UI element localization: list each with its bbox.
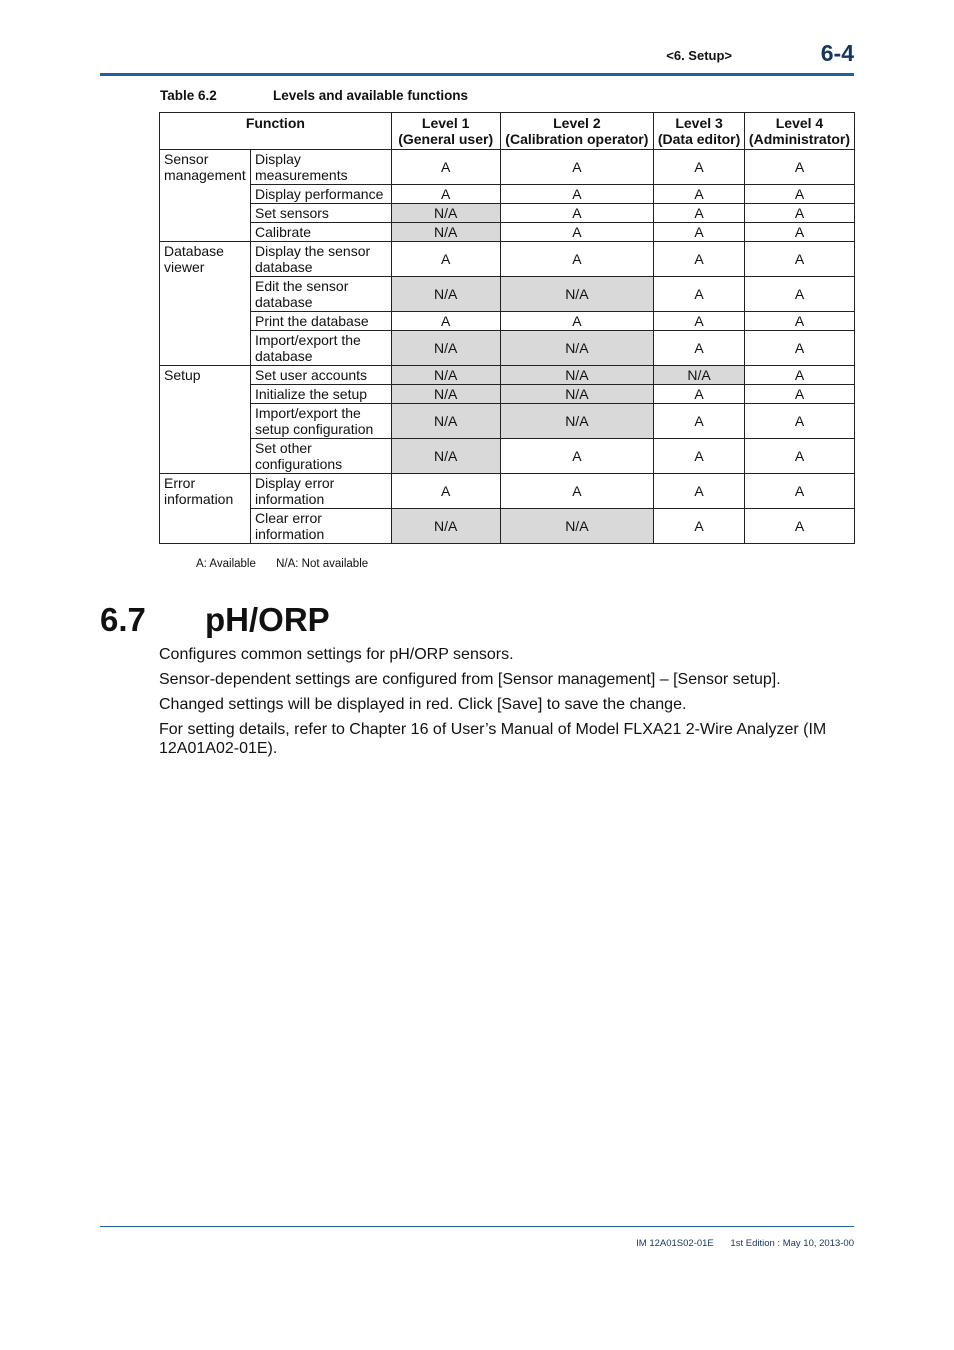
functions-table [159, 112, 855, 544]
function-name-cell: Display measurements [250, 150, 391, 185]
footer-edition: 1st Edition : May 10, 2013-00 [730, 1238, 854, 1249]
paragraph: Configures common settings for pH/ORP sensors. [159, 646, 514, 663]
table-row [160, 150, 855, 185]
legend-available: A: Available [196, 558, 256, 570]
column-header-level-2: Level 2 (Calibration operator) [500, 113, 654, 150]
table-row [160, 312, 855, 331]
level-4-cell: A [744, 385, 854, 404]
group-name-cell: Sensor management [160, 150, 251, 242]
section-body [159, 645, 849, 764]
level-1-cell: N/A [391, 404, 500, 439]
level-1-cell: N/A [391, 509, 500, 544]
section-number: 6.7 [100, 601, 146, 638]
level-4-cell: A [744, 185, 854, 204]
level-3-cell: A [654, 242, 745, 277]
function-name-cell: Set sensors [250, 204, 391, 223]
level-3-cell: A [654, 509, 745, 544]
level-3-cell: A [654, 439, 745, 474]
table-row [160, 331, 855, 366]
level-4-cell: A [744, 204, 854, 223]
table-caption-label: Table 6.2 [160, 88, 217, 103]
level-3-cell: A [654, 385, 745, 404]
level-2-cell: A [500, 185, 654, 204]
function-name-cell: Edit the sensor database [250, 277, 391, 312]
level-4-cell: A [744, 312, 854, 331]
table-row [160, 366, 855, 385]
function-name-cell: Clear error information [250, 509, 391, 544]
level-3-cell: A [654, 204, 745, 223]
table-caption [160, 88, 469, 103]
level-2-cell: A [500, 242, 654, 277]
function-name-cell: Display the sensor database [250, 242, 391, 277]
level-3-cell: A [654, 404, 745, 439]
level-3-cell: A [654, 312, 745, 331]
legend-not-available: N/A: Not available [276, 558, 369, 570]
function-name-cell: Initialize the setup [250, 385, 391, 404]
table-row [160, 509, 855, 544]
column-header-level-1: Level 1 (General user) [391, 113, 500, 150]
level-1-cell: N/A [391, 385, 500, 404]
level-4-cell: A [744, 242, 854, 277]
section-title: pH/ORP [205, 601, 330, 638]
level-1-cell: N/A [391, 204, 500, 223]
level-1-cell: A [391, 150, 500, 185]
level-4-cell: A [744, 474, 854, 509]
level-1-cell: A [391, 185, 500, 204]
function-name-cell: Display error information [250, 474, 391, 509]
level-1-cell: A [391, 474, 500, 509]
table-caption-title: Levels and available functions [273, 88, 469, 103]
level-1-cell: A [391, 242, 500, 277]
level-4-cell: A [744, 404, 854, 439]
level-1-cell: N/A [391, 277, 500, 312]
table-legend [196, 558, 368, 570]
level-2-cell: A [500, 439, 654, 474]
level-2-cell: A [500, 312, 654, 331]
level-3-cell: A [654, 331, 745, 366]
table-row [160, 185, 855, 204]
level-4-cell: A [744, 439, 854, 474]
level-4-cell: A [744, 277, 854, 312]
level-2-cell: N/A [500, 277, 654, 312]
level-1-cell: N/A [391, 331, 500, 366]
level-1-cell: N/A [391, 223, 500, 242]
footer-doc-id: IM 12A01S02-01E [636, 1238, 714, 1249]
column-header-function: Function [160, 113, 392, 150]
table-row [160, 385, 855, 404]
function-name-cell: Display performance [250, 185, 391, 204]
level-2-cell: N/A [500, 331, 654, 366]
table-row [160, 277, 855, 312]
function-name-cell: Print the database [250, 312, 391, 331]
function-name-cell: Set other configurations [250, 439, 391, 474]
level-2-cell: A [500, 204, 654, 223]
table-row [160, 474, 855, 509]
level-2-cell: A [500, 223, 654, 242]
table-row [160, 223, 855, 242]
table-row [160, 404, 855, 439]
column-header-level-3: Level 3 (Data editor) [654, 113, 745, 150]
level-2-cell: A [500, 150, 654, 185]
paragraph: Changed settings will be displayed in red. Click [Save] to save the change. [159, 696, 687, 713]
level-1-cell: N/A [391, 439, 500, 474]
column-header-level-4: Level 4 (Administrator) [744, 113, 854, 150]
level-1-cell: N/A [391, 366, 500, 385]
function-name-cell: Import/export the setup configuration [250, 404, 391, 439]
group-name-cell: Database viewer [160, 242, 251, 366]
paragraph: For setting details, refer to Chapter 16 of User’s Manual of Model FLXA21 2-Wire Analyzer (IM 12A01A02-01E). [159, 721, 827, 757]
table-row [160, 204, 855, 223]
level-2-cell: N/A [500, 385, 654, 404]
level-3-cell: A [654, 277, 745, 312]
level-2-cell: A [500, 474, 654, 509]
table-row [160, 439, 855, 474]
header-rule [100, 73, 854, 76]
level-2-cell: N/A [500, 509, 654, 544]
level-2-cell: N/A [500, 404, 654, 439]
table-row [160, 242, 855, 277]
level-4-cell: A [744, 366, 854, 385]
function-name-cell: Set user accounts [250, 366, 391, 385]
level-3-cell: N/A [654, 366, 745, 385]
level-3-cell: A [654, 223, 745, 242]
header-section: <6. Setup> [666, 48, 732, 63]
level-1-cell: A [391, 312, 500, 331]
page-number: 6-4 [820, 40, 854, 66]
level-3-cell: A [654, 185, 745, 204]
level-4-cell: A [744, 331, 854, 366]
table-header-row [160, 113, 855, 150]
function-name-cell: Calibrate [250, 223, 391, 242]
level-3-cell: A [654, 474, 745, 509]
level-3-cell: A [654, 150, 745, 185]
level-4-cell: A [744, 223, 854, 242]
function-name-cell: Import/export the database [250, 331, 391, 366]
footer-rule [100, 1226, 854, 1227]
group-name-cell: Setup [160, 366, 251, 474]
group-name-cell: Error information [160, 474, 251, 544]
paragraph: Sensor-dependent settings are configured from [Sensor management] – [Sensor setup]. [159, 671, 781, 688]
level-4-cell: A [744, 509, 854, 544]
footer [636, 1238, 854, 1249]
level-4-cell: A [744, 150, 854, 185]
level-2-cell: N/A [500, 366, 654, 385]
